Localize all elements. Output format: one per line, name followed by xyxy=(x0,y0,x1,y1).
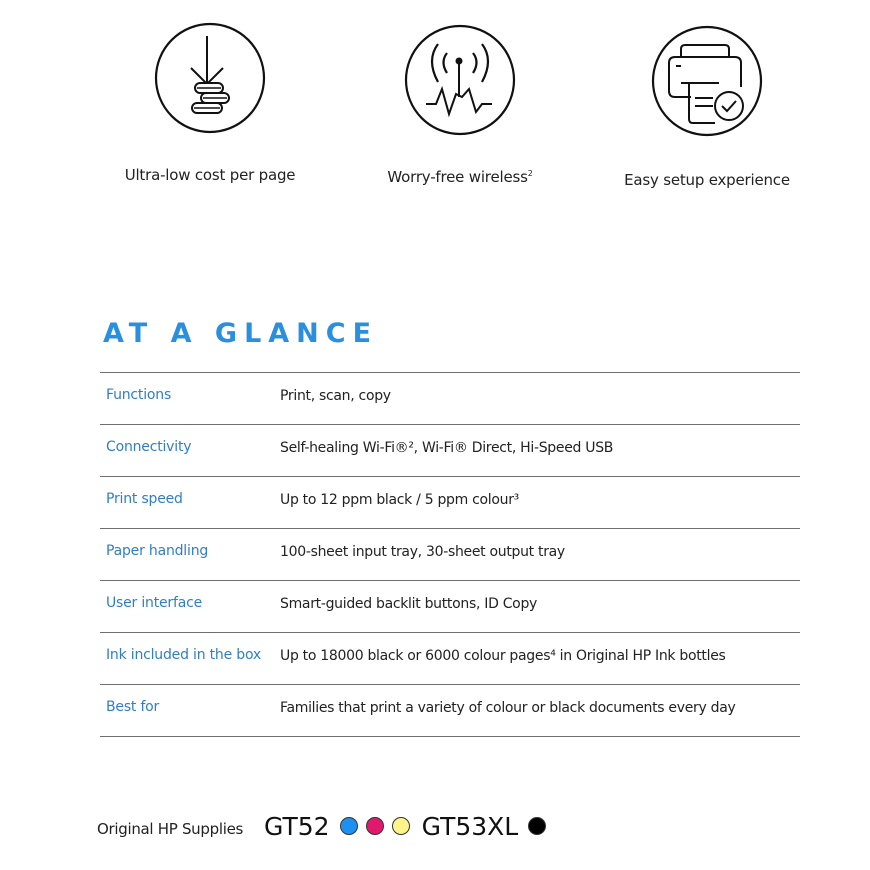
spec-value: Smart-guided backlit buttons, ID Copy xyxy=(280,596,538,612)
feature-label: Worry-free wireless$^2$ xyxy=(387,168,533,186)
spec-label: Ink included in the box xyxy=(106,647,261,663)
supplies-label: Original HP Supplies xyxy=(97,820,244,838)
spec-value: Print, scan, copy xyxy=(280,388,391,404)
spec-row xyxy=(100,685,800,736)
spec-row xyxy=(100,581,800,632)
cyan-ink-dot-icon xyxy=(340,817,358,835)
spec-label: User interface xyxy=(106,595,202,611)
spec-label: Connectivity xyxy=(106,439,192,455)
magenta-ink-dot-icon xyxy=(366,817,384,835)
spec-label: Print speed xyxy=(106,491,183,507)
feature-label: Ultra-low cost per page xyxy=(124,166,296,184)
spec-table xyxy=(100,372,800,737)
spec-row xyxy=(100,529,800,580)
wireless-signal-icon xyxy=(404,24,516,136)
yellow-ink-dot-icon xyxy=(392,817,410,835)
spec-value: Self-healing Wi-Fi®², Wi-Fi® Direct, Hi-Speed USB xyxy=(280,440,614,456)
cartridge-model: GT52 xyxy=(264,811,330,841)
divider xyxy=(100,736,800,737)
spec-row xyxy=(100,373,800,424)
spec-row xyxy=(100,477,800,528)
spec-value: Up to 12 ppm black / 5 ppm colour³ xyxy=(280,492,519,508)
spec-value: Families that print a variety of colour or black documents every day xyxy=(280,700,736,716)
spec-value: 100-sheet input tray, 30-sheet output tray xyxy=(280,544,565,560)
spec-label: Functions xyxy=(106,387,172,403)
spec-label: Paper handling xyxy=(106,543,209,559)
feature-label: Easy setup experience xyxy=(624,171,790,189)
spec-row xyxy=(100,425,800,476)
printer-check-icon xyxy=(651,25,763,137)
coins-download-icon xyxy=(154,22,266,134)
section-title: AT A GLANCE xyxy=(103,318,379,349)
spec-label: Best for xyxy=(106,699,160,715)
black-ink-dot-icon xyxy=(528,817,546,835)
cartridge-model: GT53XL xyxy=(421,811,519,841)
spec-value: Up to 18000 black or 6000 colour pages⁴ in Original HP Ink bottles xyxy=(280,648,726,664)
footnote-marker: 2 xyxy=(527,169,533,178)
spec-row xyxy=(100,633,800,684)
supplies-line xyxy=(97,808,546,844)
